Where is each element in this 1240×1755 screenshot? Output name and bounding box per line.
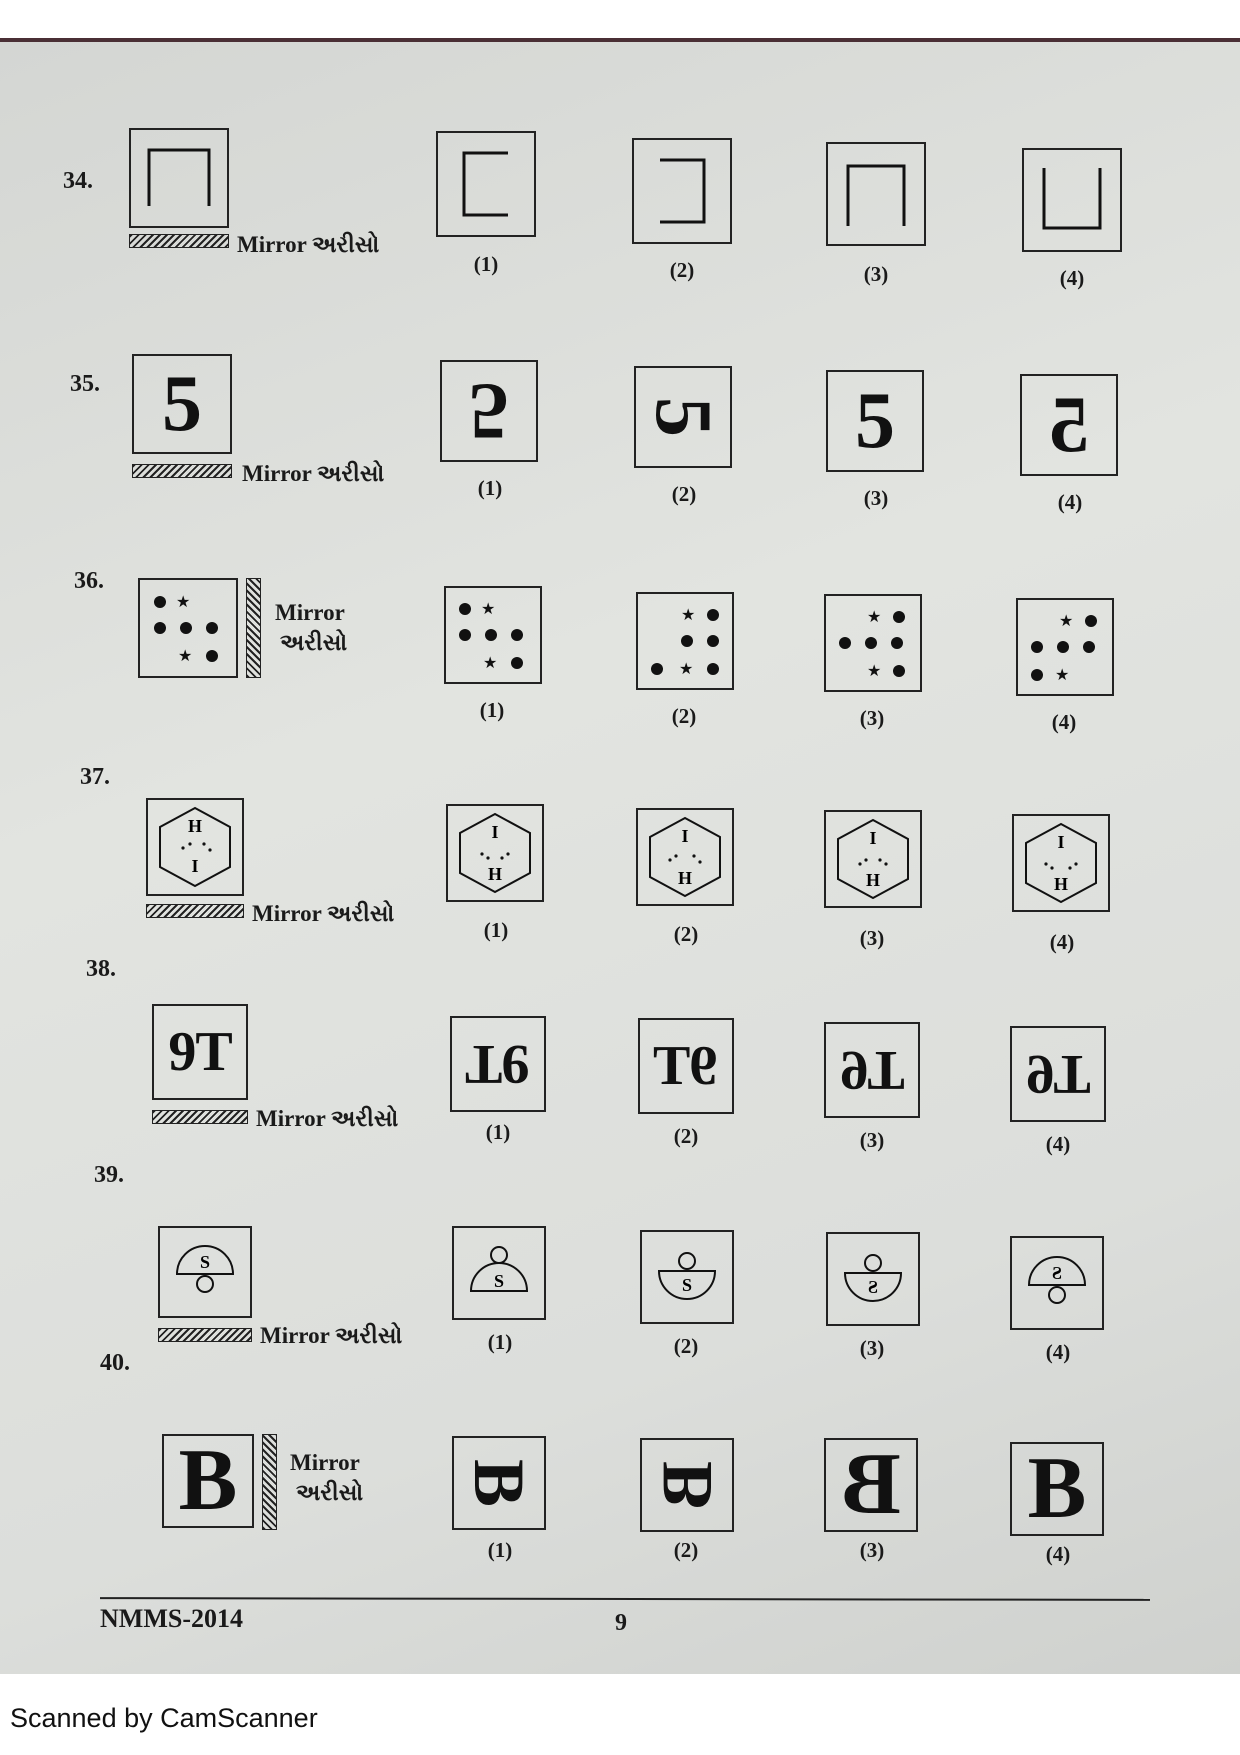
q35-mirror-line (132, 464, 232, 478)
q35-option-4-digit: 5 (1049, 381, 1089, 469)
q38-question-figure (152, 1004, 248, 1100)
q36-option-3-figure: ★ ★ (824, 594, 922, 692)
q40-option-2-figure (640, 1438, 734, 1532)
q39-option-3-label: (3) (859, 1336, 885, 1360)
q39-question-figure (158, 1226, 252, 1318)
q34-option-4-figure (1022, 148, 1122, 252)
q40-option-1-letter: B (459, 1458, 539, 1508)
q34-question-figure (129, 128, 229, 228)
q39-option-4-label: (4) (1045, 1340, 1071, 1364)
q40-option-3-figure (824, 1438, 918, 1532)
q35-figure-digit: 5 (162, 360, 202, 448)
q40-option-4-label: (4) (1045, 1542, 1071, 1566)
dot (180, 622, 192, 634)
q38-figure-text: 9T (168, 1021, 232, 1083)
svg-text:H: H (865, 870, 881, 890)
q37-option-2-label: (2) (673, 922, 699, 946)
q38-option-1-label: (1) (485, 1120, 511, 1144)
q38-mirror-label: Mirror અરીસો (256, 1106, 399, 1131)
q36-mirror-label-line2: અરીસો (280, 630, 348, 655)
q38-option-3-figure (824, 1022, 920, 1118)
q38-option-2-label: (2) (673, 1124, 699, 1148)
q39-option-4-figure (1010, 1236, 1104, 1330)
q35-option-1-figure (440, 360, 538, 462)
q38-option-3-label: (3) (859, 1128, 885, 1152)
svg-text:I: I (681, 826, 689, 846)
q34-mirror-line (129, 234, 229, 248)
open-bracket-top-figure (139, 138, 219, 218)
star-icon: ★ (176, 592, 191, 611)
q39-option-2-figure (640, 1230, 734, 1324)
question-number-34: 34. (63, 168, 93, 194)
q36-mirror-label-line1: Mirror (275, 600, 345, 625)
q39-option-3-figure (826, 1232, 920, 1326)
q40-option-2-letter: B (647, 1460, 727, 1510)
q38-option-4-figure (1010, 1026, 1106, 1122)
q34-option-4-label: (4) (1059, 266, 1085, 290)
q40-option-1-label: (1) (487, 1538, 513, 1562)
q39-option-2-label: (2) (673, 1334, 699, 1358)
svg-text:S: S (1051, 1263, 1063, 1283)
camscanner-watermark: Scanned by CamScanner (10, 1703, 318, 1733)
dot (154, 622, 166, 634)
q39-option-1-label: (1) (487, 1330, 513, 1354)
svg-text:H: H (1053, 874, 1069, 894)
q35-option-2-label: (2) (671, 482, 697, 506)
q36-option-4-figure: ★ ★ (1016, 598, 1114, 696)
page-top-edge (0, 38, 1240, 42)
q35-option-1-digit: 5 (469, 367, 509, 455)
q38-option-4-text: 9T (1026, 1043, 1090, 1105)
q38-option-2-figure (638, 1018, 734, 1114)
q37-option-4-label: (4) (1049, 930, 1075, 954)
footer-exam-name: NMMS-2014 (100, 1604, 243, 1633)
question-number-37: 37. (80, 764, 110, 790)
dot (154, 596, 166, 608)
q39-mirror-label: Mirror અરીસો (260, 1323, 403, 1348)
q39-mirror-line (158, 1328, 252, 1342)
dot (206, 622, 218, 634)
q35-option-3-digit: 5 (855, 377, 895, 465)
svg-text:H: H (187, 816, 203, 836)
hexagon-figure (150, 802, 240, 892)
q37-option-3-label: (3) (859, 926, 885, 950)
question-number-39: 39. (94, 1162, 124, 1188)
q35-option-4-label: (4) (1057, 490, 1083, 514)
question-number-38: 38. (86, 956, 116, 982)
q35-mirror-label: Mirror અરીસો (242, 461, 385, 486)
svg-text:I: I (491, 822, 499, 842)
q38-option-1-text: 9T (466, 1033, 530, 1095)
q36-question-figure (138, 578, 238, 678)
q36-option-2-figure: ★ ★ (636, 592, 734, 690)
svg-text:S: S (199, 1252, 211, 1272)
question-number-35: 35. (70, 371, 100, 397)
q35-option-4-figure (1020, 374, 1118, 476)
svg-text:I: I (869, 828, 877, 848)
q39-option-1-figure (452, 1226, 546, 1320)
q34-option-3-figure (826, 142, 926, 246)
q40-mirror-label-line1: Mirror (290, 1450, 360, 1475)
q37-option-1-label: (1) (483, 918, 509, 942)
q40-option-4-figure (1010, 1442, 1104, 1536)
q36-option-4-label: (4) (1051, 710, 1077, 734)
q37-option-3-figure (824, 810, 922, 908)
svg-text:H: H (487, 864, 503, 884)
q40-option-1-figure (452, 1436, 546, 1530)
q34-option-1-figure (436, 131, 536, 237)
semicircle-figure (165, 1232, 245, 1312)
q34-option-2-label: (2) (669, 258, 695, 282)
q37-mirror-label: Mirror અરીસો (252, 901, 395, 926)
dot (206, 650, 218, 662)
q37-mirror-line (146, 904, 244, 918)
q35-option-3-label: (3) (863, 486, 889, 510)
q37-option-4-figure (1012, 814, 1110, 912)
star-icon: ★ (178, 646, 193, 665)
q36-mirror-line (246, 578, 261, 678)
question-number-40: 40. (100, 1350, 130, 1376)
q40-figure-letter: B (178, 1434, 238, 1528)
q37-option-2-figure (636, 808, 734, 906)
q38-option-1-figure (450, 1016, 546, 1112)
q40-question-figure (162, 1434, 254, 1528)
q36-option-2-label: (2) (671, 704, 697, 728)
q35-option-2-figure (634, 366, 732, 468)
svg-text:I: I (191, 856, 199, 876)
svg-text:S: S (867, 1277, 879, 1297)
q40-option-2-label: (2) (673, 1538, 699, 1562)
svg-text:H: H (677, 868, 693, 888)
q40-mirror-label-line2: અરીસો (296, 1480, 364, 1505)
q40-option-3-letter: B (841, 1438, 901, 1532)
q40-option-4-letter: B (1027, 1442, 1087, 1536)
svg-text:S: S (493, 1271, 505, 1291)
q40-mirror-line (262, 1434, 277, 1530)
question-number-36: 36. (74, 568, 104, 594)
footer-rule (100, 1597, 1150, 1601)
q37-question-figure (146, 798, 244, 896)
q38-option-3-text: 9T (840, 1039, 904, 1101)
exam-page (0, 38, 1240, 1674)
page-number: 9 (615, 1610, 627, 1636)
q36-option-1-label: (1) (479, 698, 505, 722)
q36-option-1-figure: ★ ★ (444, 586, 542, 684)
q34-option-2-figure (632, 138, 732, 244)
q38-option-4-label: (4) (1045, 1132, 1071, 1156)
q38-option-2-text: 9T (654, 1035, 718, 1097)
svg-text:S: S (681, 1275, 693, 1295)
q37-option-1-figure (446, 804, 544, 902)
q34-mirror-label: Mirror અરીસો (237, 232, 380, 257)
q35-option-3-figure (826, 370, 924, 472)
q35-question-figure (132, 354, 232, 454)
svg-text:I: I (1057, 832, 1065, 852)
q35-option-2-digit: 5 (639, 397, 727, 437)
q35-option-1-label: (1) (477, 476, 503, 500)
q40-option-3-label: (3) (859, 1538, 885, 1562)
q38-mirror-line (152, 1110, 248, 1124)
q34-option-3-label: (3) (863, 262, 889, 286)
q34-option-1-label: (1) (473, 252, 499, 276)
q36-option-3-label: (3) (859, 706, 885, 730)
